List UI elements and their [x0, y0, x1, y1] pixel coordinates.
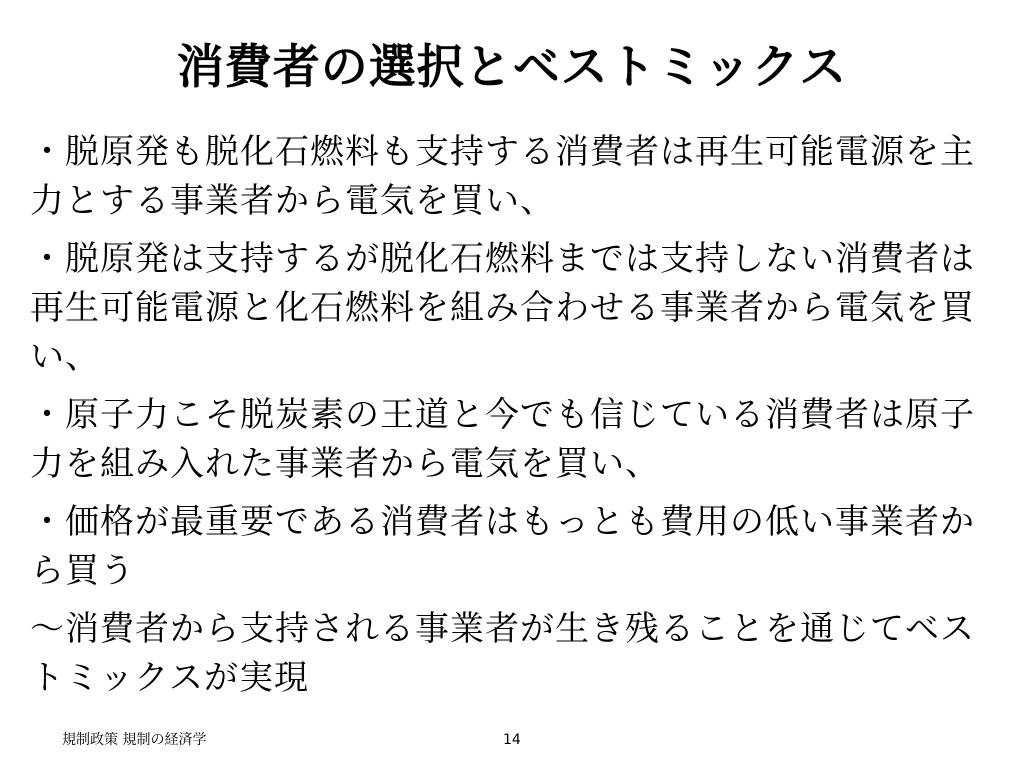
- conclusion-item: 〜消費者から支持される事業者が生き残ることを通じてベストミックスが実現: [30, 609, 975, 698]
- footer-course-label: 規制政策 規制の経済学: [62, 732, 207, 748]
- bullet-item: ・価格が最重要である消費者はもっとも費用の低い事業者から買う: [30, 502, 975, 591]
- slide-title: 消費者の選択とベストミックス: [176, 40, 848, 95]
- slide-body: [30, 128, 990, 712]
- bullet-item: ・脱原発も脱化石燃料も支持する消費者は再生可能電源を主力とする事業者から電気を買い、: [30, 132, 975, 221]
- bullet-item: ・原子力こそ脱炭素の王道と今でも信じている消費者は原子力を組み入れた事業者から電気を買い、: [30, 395, 975, 484]
- bullet-item: ・脱原発は支持するが脱化石燃料までは支持しない消費者は再生可能電源と化石燃料を組み合わせる事業者から電気を買い、: [30, 239, 975, 377]
- page-number: 14: [503, 732, 521, 748]
